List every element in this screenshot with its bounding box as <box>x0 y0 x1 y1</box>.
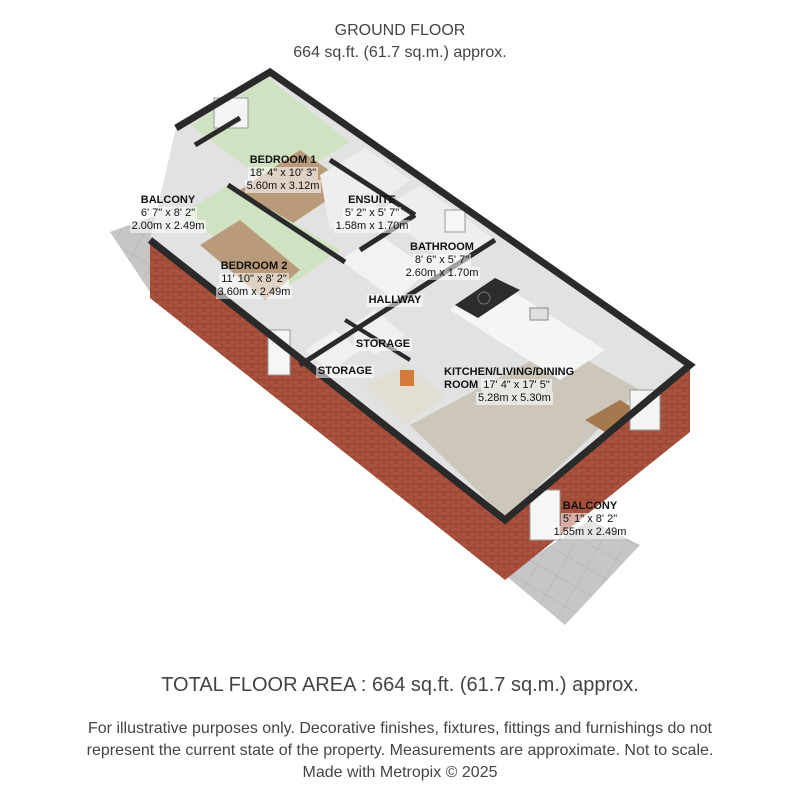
room-metric: 1.55m x 2.49m <box>553 526 627 538</box>
disclaimer-line-2: represent the current state of the property. Measurements are approximate. Not to scale. <box>86 742 714 759</box>
room-name: ENSUITE <box>348 194 396 206</box>
room-name: STORAGE <box>317 365 373 377</box>
room-metric: 3.60m x 2.49m <box>217 286 291 298</box>
room-label-balcony-left <box>118 194 218 233</box>
disclaimer-line-1: For illustrative purposes only. Decorative finishes, fixtures, fittings and furnishings do not <box>88 720 712 737</box>
room-metric: 2.60m x 1.70m <box>405 267 479 279</box>
room-label-bedroom-1 <box>228 154 338 193</box>
sink-icon <box>530 308 548 320</box>
floor-title: GROUND FLOOR <box>334 22 466 39</box>
room-name: STORAGE <box>355 338 411 350</box>
room-imperial: 11' 10" x 8' 2" <box>221 273 287 285</box>
room-label-kitchen <box>444 366 592 405</box>
room-name-cont: ROOM <box>444 379 479 391</box>
room-label-bedroom-2 <box>204 260 304 299</box>
room-name: KITCHEN/LIVING/DINING <box>444 366 575 378</box>
room-imperial: 17' 4" x 17' 5" <box>483 379 550 391</box>
room-imperial: 5' 2" x 5' 7" <box>344 207 400 219</box>
room-name: HALLWAY <box>368 294 422 306</box>
room-label-bathroom <box>396 241 488 280</box>
room-name: BEDROOM 2 <box>220 260 288 272</box>
room-imperial: 18' 4" x 10' 3" <box>249 167 317 179</box>
room-name: BATHROOM <box>410 241 474 253</box>
bathroom-window <box>445 210 465 232</box>
room-metric: 2.00m x 2.49m <box>131 220 205 232</box>
room-name: BEDROOM 1 <box>249 154 317 166</box>
room-imperial: 8' 6" x 5' 7" <box>414 254 470 266</box>
room-metric: 5.60m x 3.12m <box>246 180 320 192</box>
credit-line: Made with Metropix © 2025 <box>302 764 498 781</box>
room-label-storage-upper <box>348 338 418 351</box>
room-label-storage-lower <box>310 365 380 378</box>
room-imperial: 5' 1" x 8' 2" <box>562 513 618 525</box>
total-floor-area: TOTAL FLOOR AREA : 664 sq.ft. (61.7 sq.m.) approx. <box>161 674 639 696</box>
room-label-balcony-right <box>540 500 640 539</box>
room-metric: 1.58m x 1.70m <box>335 220 409 232</box>
room-metric: 5.28m x 5.30m <box>478 392 551 404</box>
room-name: BALCONY <box>140 194 196 206</box>
room-imperial: 6' 7" x 8' 2" <box>140 207 196 219</box>
room-name: BALCONY <box>562 500 618 512</box>
room-label-hallway <box>360 294 430 307</box>
floor-area: 664 sq.ft. (61.7 sq.m.) approx. <box>293 44 507 61</box>
room-label-ensuite <box>332 194 412 233</box>
cushion <box>400 370 414 386</box>
